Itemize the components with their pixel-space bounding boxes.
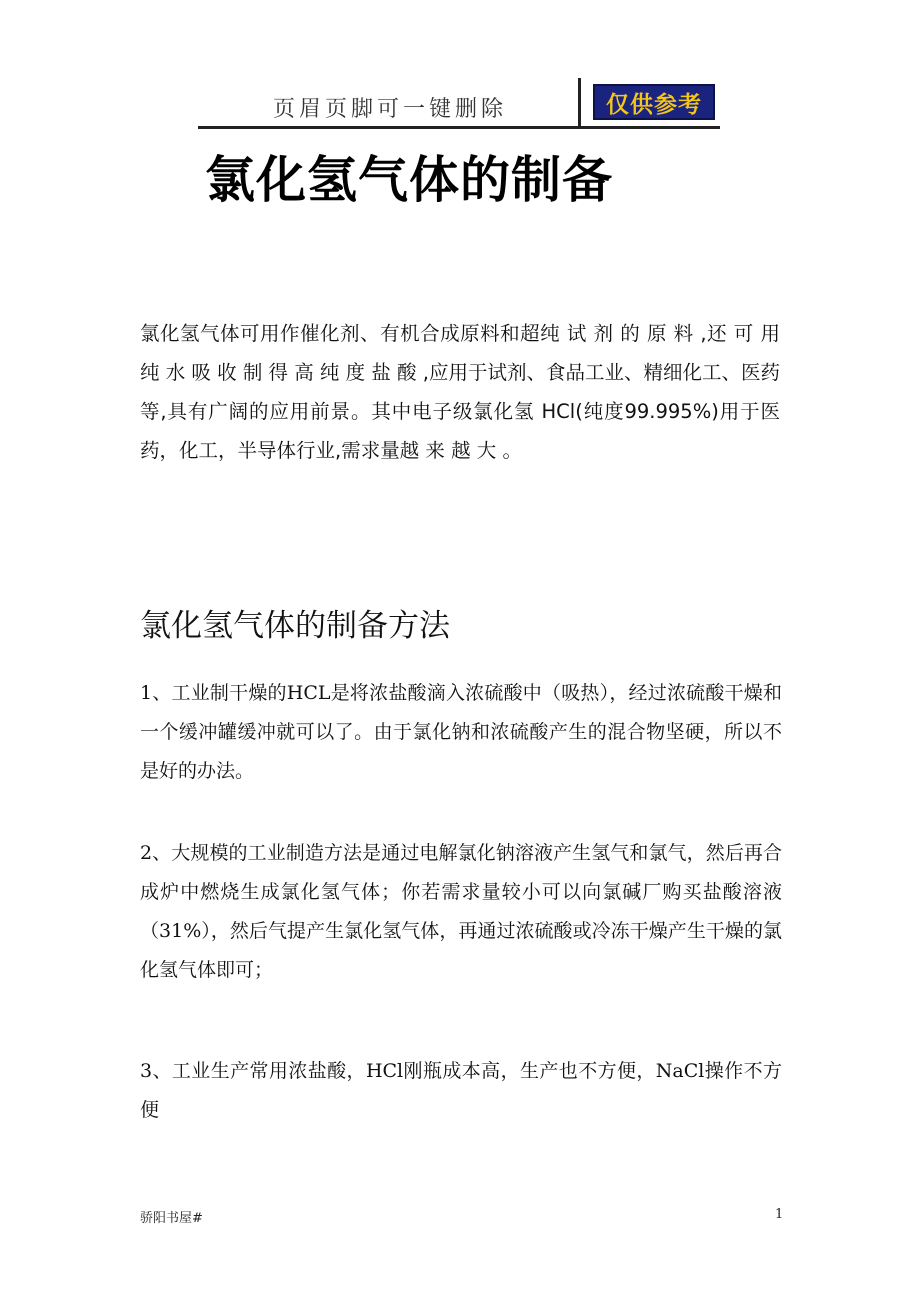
header-rule: [198, 126, 720, 129]
intro-paragraph: 氯化氢气体可用作催化剂、有机合成原料和超纯 试 剂 的 原 料 ,还 可 用 纯 水 吸 收 制 得 高 纯 度 盐 酸 ,应用于试剂、食品工业、精细化工、医药等,具有广阔的应用前景。其中电子级氯化氢 HCl(纯度99.995%)用于医药，化工，半导体行业,需求量越 来 越 大 。: [140, 322, 780, 462]
method-paragraph-1: 1、工业制干燥的HCL是将浓盐酸滴入浓硫酸中（吸热），经过浓硫酸干燥和一个缓冲罐缓冲就可以了。由于氯化钠和浓硫酸产生的混合物坚硬，所以不是好的办法。: [140, 682, 782, 782]
page-header: [198, 78, 720, 130]
header-text: 页眉页脚可一键删除: [273, 97, 508, 122]
reference-only-badge: [593, 84, 715, 120]
header-divider: [578, 78, 581, 128]
method-paragraph-2: 2、大规模的工业制造方法是通过电解氯化钠溶液产生氢气和氯气，然后再合成炉中燃烧生成氯化氢气体；你若需求量较小可以向氯碱厂购买盐酸溶液（31%），然后气提产生氯化氢气体，再通过浓硫酸或冷冻干燥产生干燥的氯化氢气体即可；: [140, 842, 782, 981]
page-number: 1: [775, 1207, 784, 1222]
footer-source: 骄阳书屋#: [140, 1211, 203, 1226]
section-heading: 氯化氢气体的制备方法: [140, 608, 450, 644]
method-paragraph-3: 3、工业生产常用浓盐酸，HCl刚瓶成本高，生产也不方便，NaCl操作不方便: [140, 1060, 782, 1121]
document-title: 氯化氢气体的制备: [205, 151, 613, 209]
badge-label: 仅供参考: [606, 91, 702, 118]
